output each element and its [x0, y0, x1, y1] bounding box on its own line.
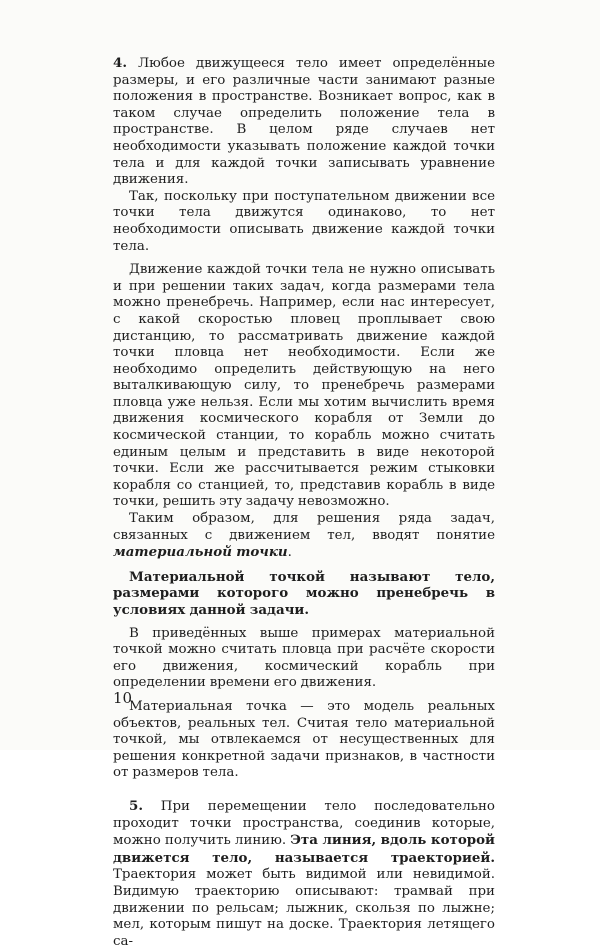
- paragraph-4-text: Таким образом, для решения ряда задач, связанных с движением тел, вводят понятие: [113, 511, 495, 543]
- section-4-paragraph-5: В приведённых выше примерах материальной точкой можно считать пловца при расчёте скорости его движения, космический корабль при определении времени его движения.: [113, 625, 495, 691]
- section-4-paragraph-3: Движение каждой точки тела не нужно описывать и при решении таких задач, когда размерами тела можно пренебречь. Например, если нас интересует, с какой скоростью пловец проплывает свою дистанцию, то рассматривать движение каждой точки пловца нет необходимости. Если же необходимо определить действующую на него выталкивающую силу, то пренебречь размерами пловца уже нельзя. Если мы хотим вычислить время движения космического корабля от Земли до космической станции, то корабль можно считать единым целым и представить в виде некоторой точки. Если же рассчитывается режим стыковки корабля со станцией, то, представив корабль в виде точки, решить эту задачу невозможно.: [113, 262, 495, 510]
- section-5-text-end: Траектория может быть видимой или невидимой. Видимую траекторию описывают: трамвай при движении по рельсам; лыжник, скользя по лыжне; мел, которым пишут на доске. Траектория летящего са-: [113, 867, 495, 949]
- section-4-p1-text: Любое движущееся тело имеет определённые размеры, и его различные части занимают разные положения в пространстве. Возникает вопрос, как в таком случае определить положение тела в пространстве. В целом ряде случаев нет необходимости указывать положение каждой точки тела и для каждой точки записывать уравнение движения.: [113, 56, 495, 188]
- section-4-paragraph-2: Так, поскольку при поступательном движении все точки тела движутся одинаково, то нет необходимости описывать движение каждой точки тела.: [113, 188, 495, 254]
- section-5-number: 5.: [129, 797, 143, 814]
- definition-trajectory: Эта линия, вдоль которой движется тело, называется траекторией.: [113, 832, 495, 866]
- term-material-point: материальной точки: [113, 544, 288, 561]
- section-4-number: 4.: [113, 55, 127, 71]
- section-4-paragraph-6: Материальная точка — это модель реальных объектов, реальных тел. Считая тело материальной точкой, мы отвлекаемся от несущественных для решения конкретной задачи признаков, в частности от размеров тела.: [113, 698, 495, 781]
- paragraph-4-end: .: [287, 545, 292, 561]
- section-4-paragraph-4: [113, 511, 495, 562]
- text-column: [113, 55, 495, 950]
- section-4-paragraph-1: [113, 55, 495, 189]
- section-5-paragraph-1: [113, 798, 495, 950]
- page-number: 10: [113, 689, 133, 707]
- section-5-text-start: При перемещении тело последовательно проходит точки пространства, соединив которые, можно получить линию.: [113, 798, 495, 849]
- definition-material-point: Материальной точкой называют тело, размерами которого можно пренебречь в условиях данной задачи.: [113, 568, 495, 618]
